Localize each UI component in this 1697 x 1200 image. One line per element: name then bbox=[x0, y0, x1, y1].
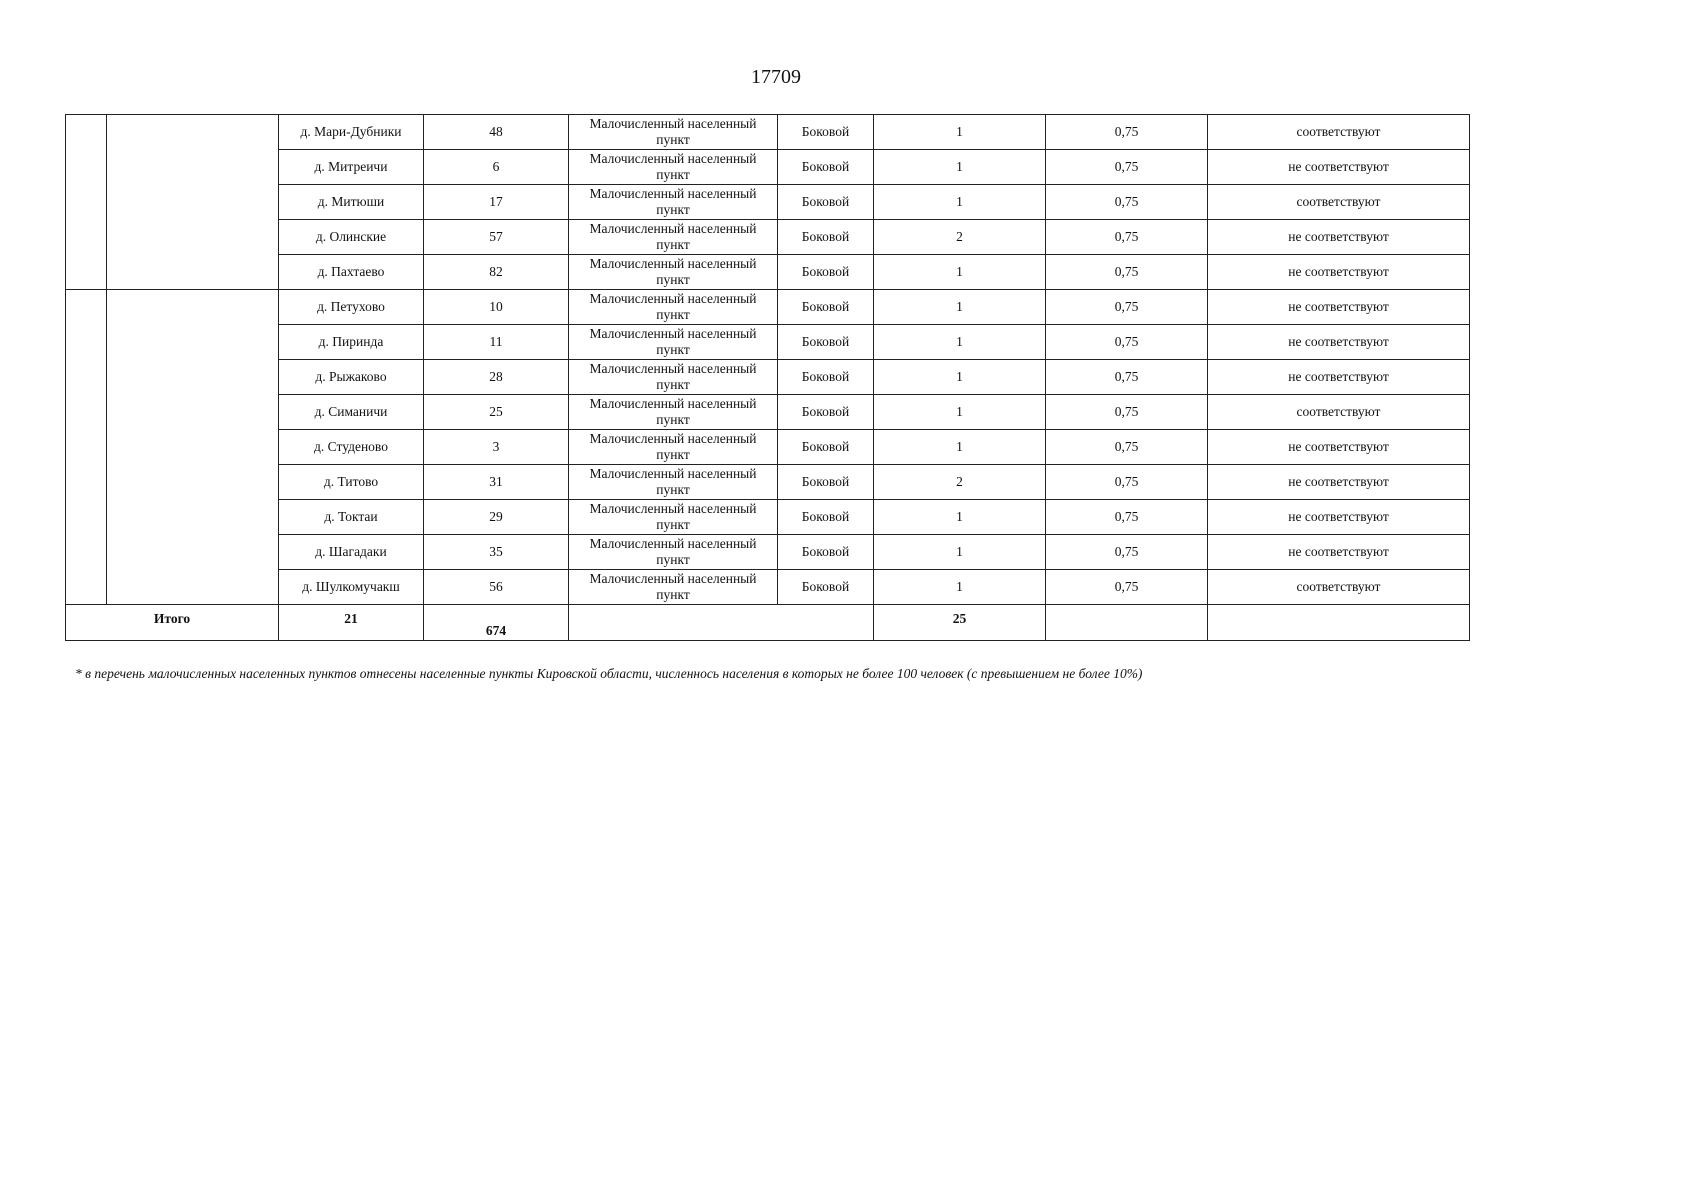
settlement-name: д. Митреичи bbox=[279, 150, 424, 185]
settlement-type-line1: Малочисленный населенный bbox=[589, 396, 757, 412]
totals-settlements: 21 bbox=[279, 605, 424, 641]
settlement-name: д. Рыжаково bbox=[279, 360, 424, 395]
totals-label: Итого bbox=[66, 605, 279, 641]
settlement-type bbox=[569, 185, 778, 220]
count: 1 bbox=[874, 150, 1046, 185]
settlement-name: д. Олинские bbox=[279, 220, 424, 255]
settlement-type-line1: Малочисленный населенный bbox=[589, 326, 757, 342]
settlement-type-line2: пункт bbox=[656, 447, 690, 462]
count: 1 bbox=[874, 115, 1046, 150]
settlement-name: д. Шагадаки bbox=[279, 535, 424, 570]
settlement-type-line2: пункт bbox=[656, 482, 690, 497]
group-name-cell bbox=[107, 290, 279, 605]
settlement-type-line2: пункт bbox=[656, 202, 690, 217]
value: 0,75 bbox=[1046, 465, 1208, 500]
compliance-status: не соответствуют bbox=[1208, 430, 1470, 465]
population: 6 bbox=[424, 150, 569, 185]
settlement-type-line1: Малочисленный населенный bbox=[589, 221, 757, 237]
population: 11 bbox=[424, 325, 569, 360]
value: 0,75 bbox=[1046, 430, 1208, 465]
settlement-type-line2: пункт bbox=[656, 307, 690, 322]
count: 1 bbox=[874, 395, 1046, 430]
settlement-type-line2: пункт bbox=[656, 587, 690, 602]
location-kind: Боковой bbox=[778, 465, 874, 500]
value: 0,75 bbox=[1046, 535, 1208, 570]
compliance-status: не соответствуют bbox=[1208, 535, 1470, 570]
totals-row bbox=[66, 605, 1470, 641]
settlement-type-line1: Малочисленный населенный bbox=[589, 151, 757, 167]
compliance-status: соответствуют bbox=[1208, 115, 1470, 150]
group-index-cell bbox=[66, 115, 107, 290]
count: 1 bbox=[874, 185, 1046, 220]
settlement-type-line2: пункт bbox=[656, 167, 690, 182]
settlement-type bbox=[569, 325, 778, 360]
compliance-status: не соответствуют bbox=[1208, 220, 1470, 255]
population: 10 bbox=[424, 290, 569, 325]
settlement-type-line2: пункт bbox=[656, 342, 690, 357]
location-kind: Боковой bbox=[778, 570, 874, 605]
settlement-type-line1: Малочисленный населенный bbox=[589, 466, 757, 482]
settlement-type bbox=[569, 465, 778, 500]
settlement-type-line2: пункт bbox=[656, 132, 690, 147]
settlement-type bbox=[569, 255, 778, 290]
settlement-type bbox=[569, 115, 778, 150]
value: 0,75 bbox=[1046, 185, 1208, 220]
location-kind: Боковой bbox=[778, 430, 874, 465]
totals-empty-value bbox=[1046, 605, 1208, 641]
population: 48 bbox=[424, 115, 569, 150]
location-kind: Боковой bbox=[778, 185, 874, 220]
location-kind: Боковой bbox=[778, 255, 874, 290]
value: 0,75 bbox=[1046, 325, 1208, 360]
group-index-cell bbox=[66, 290, 107, 605]
population: 56 bbox=[424, 570, 569, 605]
table-row bbox=[66, 115, 1470, 150]
settlement-type bbox=[569, 360, 778, 395]
settlement-type bbox=[569, 395, 778, 430]
value: 0,75 bbox=[1046, 360, 1208, 395]
settlement-name: д. Мари-Дубники bbox=[279, 115, 424, 150]
settlement-type-line1: Малочисленный населенный bbox=[589, 571, 757, 587]
compliance-status: не соответствуют bbox=[1208, 465, 1470, 500]
count: 2 bbox=[874, 465, 1046, 500]
settlement-name: д. Пиринда bbox=[279, 325, 424, 360]
value: 0,75 bbox=[1046, 115, 1208, 150]
population: 57 bbox=[424, 220, 569, 255]
location-kind: Боковой bbox=[778, 220, 874, 255]
value: 0,75 bbox=[1046, 150, 1208, 185]
count: 1 bbox=[874, 255, 1046, 290]
location-kind: Боковой bbox=[778, 535, 874, 570]
settlement-type bbox=[569, 430, 778, 465]
settlement-name: д. Титово bbox=[279, 465, 424, 500]
settlement-name: д. Пахтаево bbox=[279, 255, 424, 290]
settlement-type-line2: пункт bbox=[656, 517, 690, 532]
settlement-type bbox=[569, 220, 778, 255]
compliance-status: соответствуют bbox=[1208, 570, 1470, 605]
compliance-status: не соответствуют bbox=[1208, 500, 1470, 535]
settlement-type bbox=[569, 150, 778, 185]
settlement-name: д. Токтаи bbox=[279, 500, 424, 535]
settlement-type-line1: Малочисленный населенный bbox=[589, 256, 757, 272]
population: 29 bbox=[424, 500, 569, 535]
population: 82 bbox=[424, 255, 569, 290]
settlement-type-line1: Малочисленный населенный bbox=[589, 361, 757, 377]
population: 3 bbox=[424, 430, 569, 465]
population: 28 bbox=[424, 360, 569, 395]
population: 25 bbox=[424, 395, 569, 430]
settlement-type-line2: пункт bbox=[656, 272, 690, 287]
settlement-type-line1: Малочисленный населенный bbox=[589, 116, 757, 132]
settlement-name: д. Симаничи bbox=[279, 395, 424, 430]
footnote: * в перечень малочисленных населенных пунктов отнесены населенные пункты Кировской области, численнось населения в которых не более 100 человек (с превышением не более 10%) bbox=[75, 666, 1143, 681]
population: 35 bbox=[424, 535, 569, 570]
count: 2 bbox=[874, 220, 1046, 255]
value: 0,75 bbox=[1046, 220, 1208, 255]
totals-empty-status bbox=[1208, 605, 1470, 641]
compliance-status: не соответствуют bbox=[1208, 290, 1470, 325]
compliance-status: не соответствуют bbox=[1208, 360, 1470, 395]
settlement-type-line1: Малочисленный населенный bbox=[589, 431, 757, 447]
settlement-type-line1: Малочисленный населенный bbox=[589, 186, 757, 202]
settlement-name: д. Студеново bbox=[279, 430, 424, 465]
compliance-status: не соответствуют bbox=[1208, 150, 1470, 185]
count: 1 bbox=[874, 570, 1046, 605]
settlement-type-line2: пункт bbox=[656, 552, 690, 567]
location-kind: Боковой bbox=[778, 325, 874, 360]
page-number: 17709 bbox=[751, 66, 801, 88]
location-kind: Боковой bbox=[778, 500, 874, 535]
compliance-status: не соответствуют bbox=[1208, 255, 1470, 290]
location-kind: Боковой bbox=[778, 115, 874, 150]
count: 1 bbox=[874, 500, 1046, 535]
settlement-type bbox=[569, 535, 778, 570]
location-kind: Боковой bbox=[778, 395, 874, 430]
table-body bbox=[66, 115, 1470, 605]
totals-population: 674 bbox=[424, 605, 569, 641]
settlement-name: д. Петухово bbox=[279, 290, 424, 325]
value: 0,75 bbox=[1046, 290, 1208, 325]
count: 1 bbox=[874, 290, 1046, 325]
population: 17 bbox=[424, 185, 569, 220]
settlement-type-line1: Малочисленный населенный bbox=[589, 536, 757, 552]
settlement-type-line1: Малочисленный населенный bbox=[589, 291, 757, 307]
population: 31 bbox=[424, 465, 569, 500]
settlement-type bbox=[569, 570, 778, 605]
group-name-cell bbox=[107, 115, 279, 290]
totals-empty-type bbox=[569, 605, 874, 641]
compliance-status: соответствуют bbox=[1208, 395, 1470, 430]
totals-section bbox=[66, 605, 1470, 641]
settlement-type-line2: пункт bbox=[656, 237, 690, 252]
compliance-status: соответствуют bbox=[1208, 185, 1470, 220]
count: 1 bbox=[874, 325, 1046, 360]
settlements-table bbox=[65, 114, 1470, 641]
settlement-type-line2: пункт bbox=[656, 412, 690, 427]
settlement-name: д. Митюши bbox=[279, 185, 424, 220]
table-row bbox=[66, 290, 1470, 325]
count: 1 bbox=[874, 430, 1046, 465]
settlement-name: д. Шулкомучакш bbox=[279, 570, 424, 605]
count: 1 bbox=[874, 535, 1046, 570]
compliance-status: не соответствуют bbox=[1208, 325, 1470, 360]
value: 0,75 bbox=[1046, 255, 1208, 290]
value: 0,75 bbox=[1046, 500, 1208, 535]
count: 1 bbox=[874, 360, 1046, 395]
location-kind: Боковой bbox=[778, 360, 874, 395]
value: 0,75 bbox=[1046, 570, 1208, 605]
settlement-type bbox=[569, 500, 778, 535]
location-kind: Боковой bbox=[778, 150, 874, 185]
settlement-type bbox=[569, 290, 778, 325]
settlement-type-line2: пункт bbox=[656, 377, 690, 392]
location-kind: Боковой bbox=[778, 290, 874, 325]
totals-count: 25 bbox=[874, 605, 1046, 641]
value: 0,75 bbox=[1046, 395, 1208, 430]
settlement-type-line1: Малочисленный населенный bbox=[589, 501, 757, 517]
